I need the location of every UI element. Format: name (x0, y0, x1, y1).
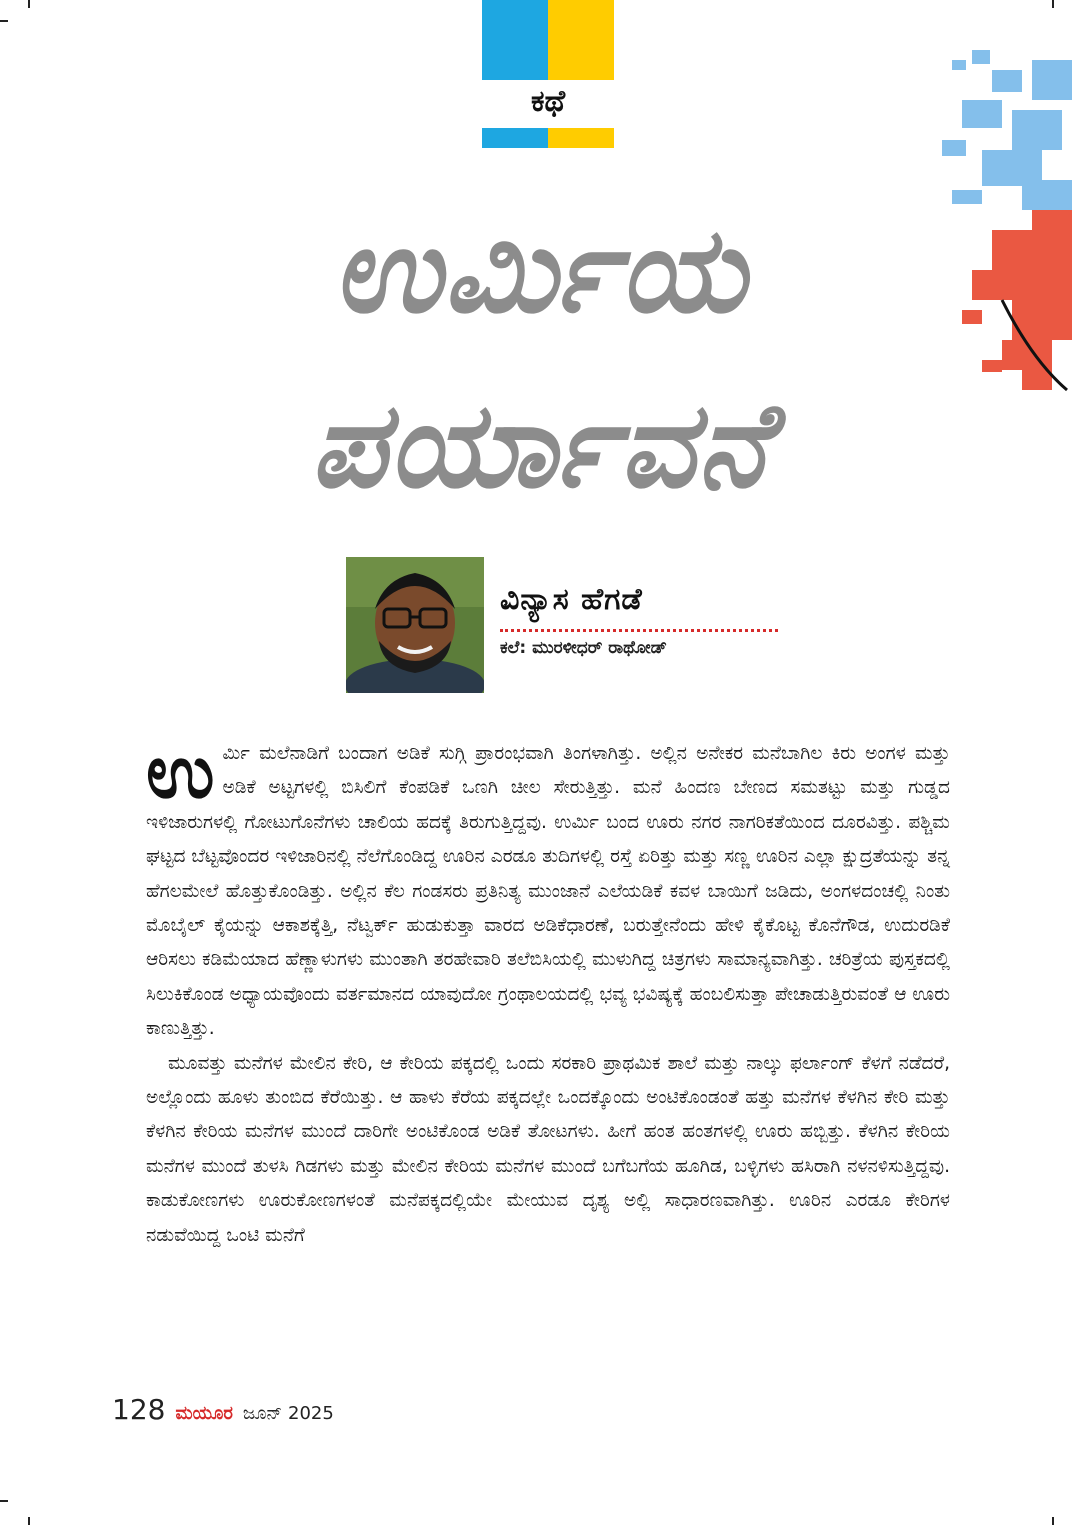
crop-mark (28, 0, 30, 8)
title-line-2: ಪರ್ಯಾವನೆ (310, 375, 770, 514)
article-body (146, 729, 950, 1253)
tag-yellow-bar (548, 128, 614, 148)
crop-mark (1052, 1517, 1054, 1525)
tag-blue-block (482, 0, 548, 80)
paragraph-text: ರ್ಮಿ ಮಲೆನಾಡಿಗೆ ಬಂದಾಗ ಅಡಿಕೆ ಸುಗ್ಗಿ ಪ್ರಾರಂಭವಾಗಿ ತಿಂಗಳಾಗಿತ್ತು. ಅಲ್ಲಿನ ಅನೇಕರ ಮನೆಬಾಗಿಲ ಕಿರು ಅಂಗಳ ಮತ್ತು ಅಡಿಕೆ ಅಟ್ಟಗಳಲ್ಲಿ ಬಿಸಿಲಿಗೆ ಕೆಂಪಡಿಕೆ ಒಣಗಿ ಚೀಲ ಸೇರುತ್ತಿತ್ತು. ಮನೆ ಹಿಂದಣ ಬೇಣದ ಸಮತಟ್ಟು ಮತ್ತು ಗುಡ್ಡದ ಇಳಿಜಾರುಗಳಲ್ಲಿ ಗೋಟುಗೊನೆಗಳು ಚಾಲಿಯ ಹದಕ್ಕೆ ತಿರುಗುತ್ತಿದ್ದವು. ಉರ್ಮಿ ಬಂದ ಊರು ನಗರ ನಾಗರಿಕತೆಯಿಂದ ದೂರವಿತ್ತು. ಪಶ್ಚಿಮ ಘಟ್ಟದ ಬೆಟ್ಟವೊಂದರ ಇಳಿಜಾರಿನಲ್ಲಿ ನೆಲೆಗೊಂಡಿದ್ದ ಊರಿನ ಎರಡೂ ತುದಿಗಳಲ್ಲಿ ರಸ್ತೆ ಏರಿತ್ತು ಮತ್ತು ಸಣ್ಣ ಊರಿನ ಎಲ್ಲಾ ಕ್ಷುದ್ರತೆಯನ್ನು ತನ್ನ ಹೆಗಲಮೇಲೆ ಹೊತ್ತುಕೊಂಡಿತ್ತು. ಅಲ್ಲಿನ ಕೆಲ ಗಂಡಸರು ಪ್ರತಿನಿತ್ಯ ಮುಂಜಾನೆ ಎಲೆಯಡಿಕೆ ಕವಳ ಬಾಯಿಗೆ ಜಡಿದು, ಅಂಗಳದಂಚಲ್ಲಿ ನಿಂತು ಮೊಬೈಲ್ ಕೈಯನ್ನು ಆಕಾಶಕ್ಕೆತ್ತಿ, ನೆಟ್ವರ್ಕ್ ಹುಡುಕುತ್ತಾ ವಾರದ ಅಡಿಕೆಧಾರಣೆ, ಬರುತ್ತೇನೆಂದು ಹೇಳಿ ಕೈಕೊಟ್ಟ ಕೊನೆಗೌಡ, ಉದುರಡಿಕೆ ಆರಿಸಲು ಕಡಿಮೆಯಾದ ಹೆಣ್ಣಾಳುಗಳು ಮುಂತಾಗಿ ತರಹೇವಾರಿ ತಲೆಬಿಸಿಯಲ್ಲಿ ಮುಳುಗಿದ್ದ ಚಿತ್ರಗಳು ಸಾಮಾನ್ಯವಾಗಿತ್ತು. ಚರಿತ್ರೆಯ ಪುಸ್ತಕದಲ್ಲಿ ಸಿಲುಕಿಕೊಂಡ ಅಧ್ಯಾಯವೊಂದು ವರ್ತಮಾನದ ಯಾವುದೋ ಗ್ರಂಥಾಲಯದಲ್ಲಿ ಭವ್ಯ ಭವಿಷ್ಯಕ್ಕೆ ಹಂಬಲಿಸುತ್ತಾ ಪೇಚಾಡುತ್ತಿರುವಂತೆ ಆ ಊರು ಕಾಣುತ್ತಿತ್ತು. (146, 743, 950, 1040)
title-line-1: ಉರ್ಮಿಯ (332, 200, 748, 339)
tag-blue-bar (482, 128, 548, 148)
crop-mark (1052, 0, 1054, 8)
story-title (230, 180, 850, 530)
tag-yellow-block (548, 0, 614, 80)
article-paragraph (146, 729, 950, 1047)
illustrator-credit: ಕಲೆ: ಮುರಳೀಧರ್ ರಾಥೋಡ್ (500, 638, 667, 658)
section-label: ಕಥೆ (530, 84, 566, 119)
magazine-name: ಮಯೂರ (175, 1403, 233, 1424)
crop-mark (28, 1517, 30, 1525)
author-divider (500, 629, 778, 632)
crop-mark (0, 20, 8, 22)
author-photo (346, 557, 484, 693)
decorative-illustration (932, 40, 1072, 440)
author-name: ವಿನ್ಯಾಸ ಹೆಗಡೆ (500, 582, 643, 617)
article-paragraph: ಮೂವತ್ತು ಮನೆಗಳ ಮೇಲಿನ ಕೇರಿ, ಆ ಕೇರಿಯ ಪಕ್ಕದಲ್ಲಿ ಒಂದು ಸರಕಾರಿ ಪ್ರಾಥಮಿಕ ಶಾಲೆ ಮತ್ತು ನಾಲ್ಕು ಫರ್ಲಾಂಗ್ ಕೆಳಗೆ ನಡೆದರೆ, ಅಲ್ಲೊಂದು ಹೂಳು ತುಂಬಿದ ಕೆರೆಯಿತ್ತು. ಆ ಹಾಳು ಕೆರೆಯ ಪಕ್ಕದಲ್ಲೇ ಒಂದಕ್ಕೊಂದು ಅಂಟಿಕೊಂಡಂತೆ ಹತ್ತು ಮನೆಗಳ ಕೆಳಗಿನ ಕೇರಿ ಮತ್ತು ಕೆಳಗಿನ ಕೇರಿಯ ಮನೆಗಳ ಮುಂದೆ ದಾರಿಗೇ ಅಂಟಿಕೊಂಡ ಅಡಿಕೆ ತೋಟಗಳು. ಹೀಗೆ ಹಂತ ಹಂತಗಳಲ್ಲಿ ಊರು ಹಬ್ಬಿತ್ತು. ಕೆಳಗಿನ ಕೇರಿಯ ಮನೆಗಳ ಮುಂದೆ ತುಳಸಿ ಗಿಡಗಳು ಮತ್ತು ಮೇಲಿನ ಕೇರಿಯ ಮನೆಗಳ ಮುಂದೆ ಬಗೆಬಗೆಯ ಹೂಗಿಡ, ಬಳ್ಳಿಗಳು ಹಸಿರಾಗಿ ನಳನಳಿಸುತ್ತಿದ್ದವು. ಕಾಡುಕೋಣಗಳು ಊರುಕೋಣಗಳಂತೆ ಮನೆಪಕ್ಕದಲ್ಲಿಯೇ ಮೇಯುವ ದೃಶ್ಯ ಅಲ್ಲಿ ಸಾಧಾರಣವಾಗಿತ್ತು. ಊರಿನ ಎರಡೂ ಕೇರಿಗಳ ನಡುವೆಯಿದ್ದ ಒಂಟಿ ಮನೆಗೆ (146, 1052, 950, 1246)
section-tag (482, 0, 614, 148)
author-portrait (346, 557, 484, 693)
page-number: 128 (112, 1393, 166, 1426)
issue-date: ಜೂನ್ 2025 (242, 1403, 334, 1424)
crop-mark (0, 1500, 8, 1502)
page-footer (112, 1393, 334, 1426)
drop-cap: ಉ (146, 729, 215, 815)
